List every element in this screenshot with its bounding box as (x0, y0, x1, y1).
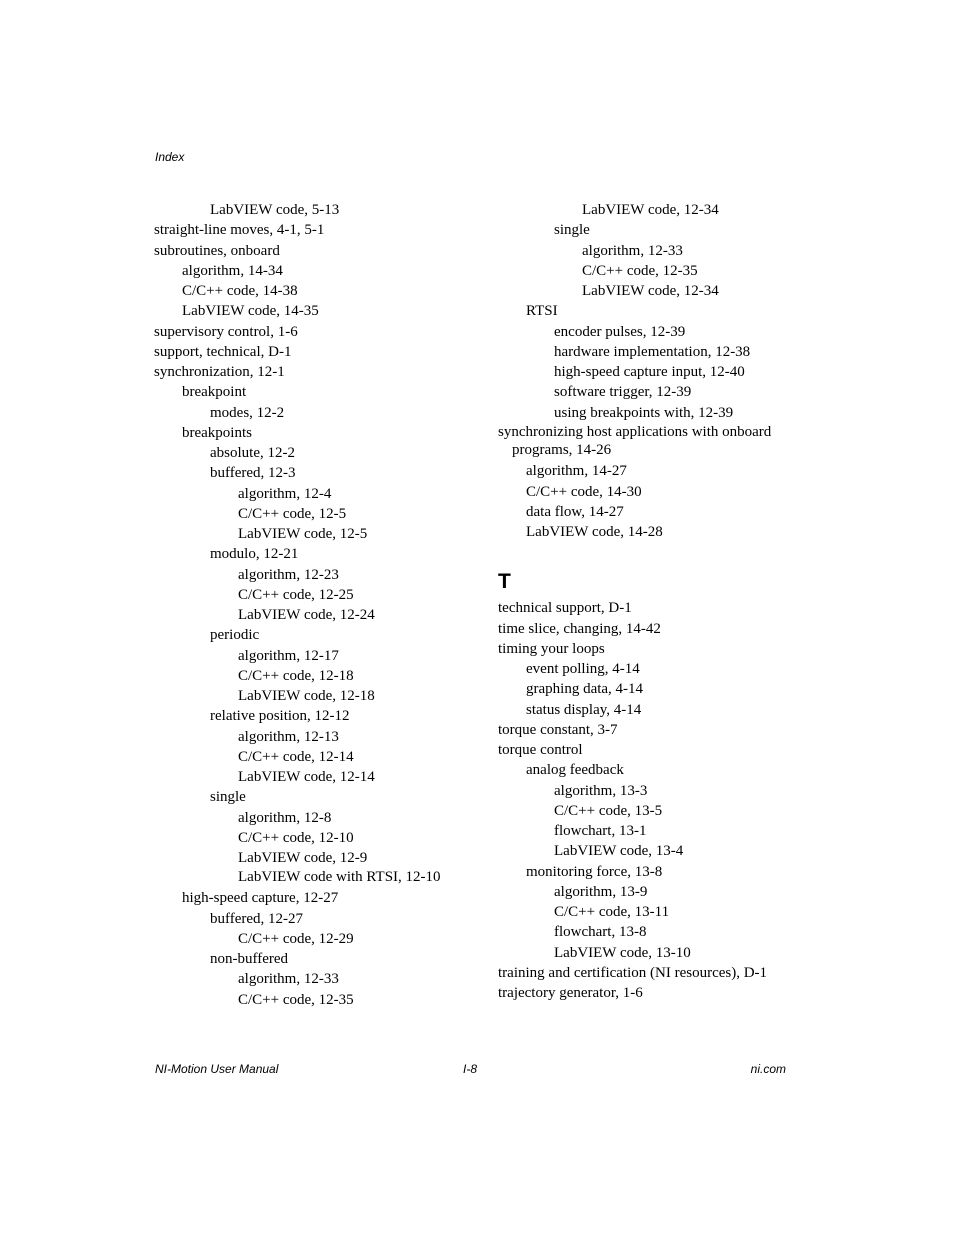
index-entry: graphing data, 4-14 (526, 681, 644, 698)
index-entry: breakpoint (182, 384, 247, 401)
index-entry: LabVIEW code with RTSI, 12-10 (238, 869, 441, 886)
index-entry: LabVIEW code, 12-34 (582, 202, 719, 218)
index-entry: LabVIEW code, 12-34 (582, 283, 719, 299)
index-entry: LabVIEW code, 13-4 (554, 843, 684, 860)
section-letter-heading: T (498, 570, 511, 594)
index-entry: software trigger, 12-39 (554, 384, 692, 401)
index-entries-t (498, 598, 798, 1003)
footer-page-number: I-8 (463, 1062, 478, 1076)
index-entry: modulo, 12-21 (210, 546, 299, 563)
index-entry: synchronization, 12-1 (154, 364, 285, 380)
index-entry: C/C++ code, 12-35 (238, 991, 354, 1008)
index-entry: buffered, 12-3 (210, 465, 296, 482)
index-entry: periodic (210, 627, 260, 644)
index-entry: C/C++ code, 12-10 (238, 829, 354, 846)
index-entry: C/C++ code, 12-29 (238, 930, 354, 947)
index-entry: LabVIEW code, 12-5 (238, 526, 368, 542)
index-entry: algorithm, 12-13 (238, 728, 339, 745)
index-entry: hardware implementation, 12-38 (554, 343, 751, 360)
index-entry: C/C++ code, 12-35 (582, 262, 698, 279)
index-entry: algorithm, 12-33 (238, 971, 339, 988)
index-entry: C/C++ code, 14-30 (526, 483, 642, 500)
index-entry: synchronizing host applications with onboard programs, 14-26 (498, 423, 772, 459)
index-entry: status display, 4-14 (526, 701, 642, 718)
index-entry: straight-line moves, 4-1, 5-1 (154, 222, 325, 239)
index-entry: algorithm, 12-23 (238, 566, 339, 583)
index-entry: supervisory control, 1-6 (154, 323, 298, 340)
index-entry: single (210, 789, 246, 806)
index-entry: time slice, changing, 14-42 (498, 620, 661, 637)
index-entry: C/C++ code, 12-18 (238, 667, 354, 684)
index-entry: algorithm, 12-8 (238, 809, 332, 826)
index-entry: non-buffered (210, 951, 289, 967)
index-entry: algorithm, 12-4 (238, 485, 332, 502)
index-entry: timing your loops (498, 640, 605, 657)
index-entry: C/C++ code, 12-5 (238, 505, 347, 522)
index-entry: LabVIEW code, 12-14 (238, 769, 375, 785)
index-entry: C/C++ code, 13-5 (554, 802, 663, 819)
index-entries-s (498, 200, 798, 542)
index-entry: technical support, D-1 (498, 600, 632, 617)
index-entry: LabVIEW code, 12-18 (238, 688, 375, 704)
index-entry: breakpoints (182, 424, 252, 441)
index-entry: torque constant, 3-7 (498, 721, 618, 738)
index-entry: using breakpoints with, 12-39 (554, 404, 734, 421)
index-entry: flowchart, 13-1 (554, 823, 647, 839)
index-entry: LabVIEW code, 5-13 (210, 202, 340, 218)
index-entry: LabVIEW code, 12-9 (238, 850, 368, 866)
index-column-left (154, 200, 454, 1010)
index-entry: algorithm, 14-27 (526, 463, 627, 480)
index-entry: training and certification (NI resources), D-1 (498, 964, 768, 981)
index-entry: relative position, 12-12 (210, 708, 350, 725)
index-entry: torque control (498, 742, 583, 758)
index-entry: subroutines, onboard (154, 242, 280, 259)
index-entry: LabVIEW code, 14-35 (182, 303, 319, 320)
index-entry: C/C++ code, 13-11 (554, 904, 670, 920)
index-entry: encoder pulses, 12-39 (554, 323, 686, 340)
index-entry: algorithm, 13-3 (554, 782, 648, 799)
index-entry: monitoring force, 13-8 (526, 863, 663, 880)
index-entry: LabVIEW code, 13-10 (554, 944, 691, 961)
index-entry: support, technical, D-1 (154, 343, 292, 360)
index-entry: single (554, 222, 590, 239)
index-column-right (498, 200, 798, 1003)
running-head: Index (155, 150, 185, 164)
index-entry: modes, 12-2 (210, 404, 285, 421)
index-entry: LabVIEW code, 14-28 (526, 524, 663, 540)
index-entry: C/C++ code, 12-25 (238, 586, 354, 603)
footer-website: ni.com (750, 1062, 786, 1076)
index-entry: algorithm, 12-33 (582, 242, 683, 259)
index-entry: absolute, 12-2 (210, 445, 295, 461)
index-entry: C/C++ code, 14-38 (182, 283, 298, 299)
index-entry: algorithm, 12-17 (238, 647, 339, 664)
index-entry: buffered, 12-27 (210, 910, 304, 927)
footer-manual-title: NI-Motion User Manual (155, 1062, 279, 1076)
index-entry: event polling, 4-14 (526, 661, 640, 677)
index-entry: high-speed capture, 12-27 (182, 890, 339, 907)
index-entry: high-speed capture input, 12-40 (554, 364, 745, 380)
index-entry: analog feedback (526, 762, 624, 779)
index-entry: algorithm, 13-9 (554, 883, 648, 900)
index-entry: data flow, 14-27 (526, 503, 624, 520)
index-entry: trajectory generator, 1-6 (498, 985, 643, 1001)
index-entry: flowchart, 13-8 (554, 924, 647, 941)
index-entry: algorithm, 14-34 (182, 262, 283, 279)
index-entry: C/C++ code, 12-14 (238, 748, 354, 765)
index-entry: RTSI (526, 303, 558, 320)
index-entry: LabVIEW code, 12-24 (238, 607, 375, 623)
